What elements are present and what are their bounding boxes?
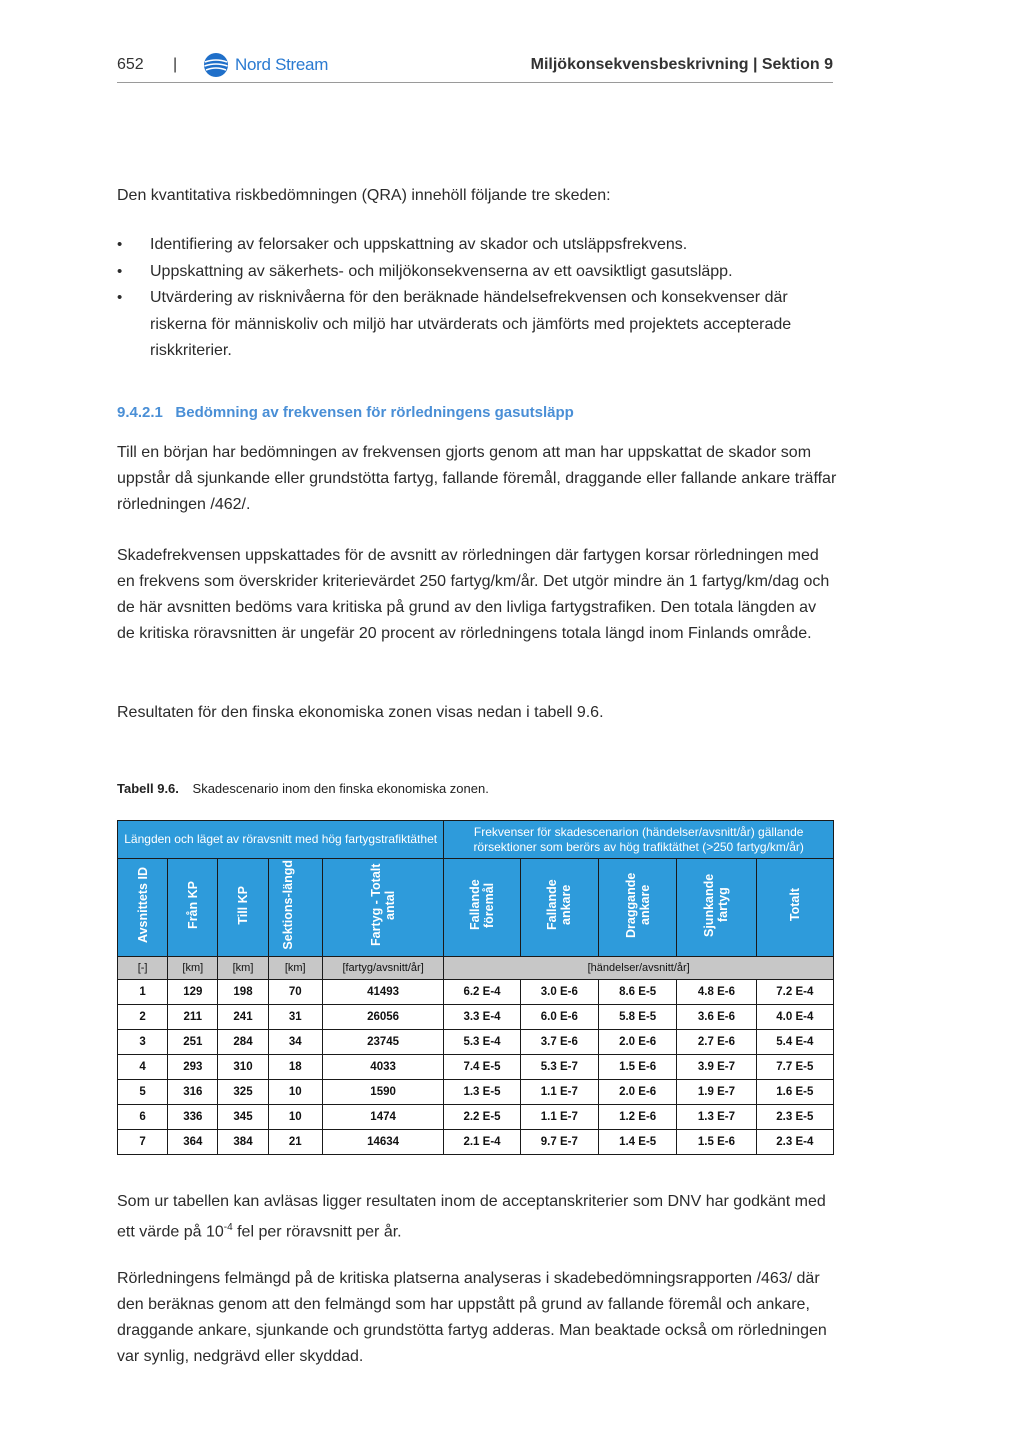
- table-cell: 6.0 E-6: [520, 1005, 598, 1030]
- table-cell: 31: [268, 1005, 322, 1030]
- table-cell: 23745: [322, 1030, 444, 1055]
- table-cell: 3.7 E-6: [520, 1030, 598, 1055]
- table-cell: 251: [168, 1030, 218, 1055]
- table-cell: 1.1 E-7: [520, 1080, 598, 1105]
- table-cell: 1.1 E-7: [520, 1105, 598, 1130]
- table-cell: 8.6 E-5: [598, 980, 676, 1005]
- paragraph-5: Rörledningens felmängd på de kritiska platserna analyseras i skadebedömningsrapporten /463/ där den beräknas genom att den felmängd som har uppstått på grund av fallande föremål och ankare, draggande ankare, sjunkande och grundstötta fartyg adderas. Man beaktade också om rörledningen var synlig, nedgrävd eller skyddad.: [117, 1270, 827, 1365]
- table-cell: 6.2 E-4: [444, 980, 520, 1005]
- bullet-item: • Uppskattning av säkerhets- och miljökonsekvenserna av ett oavsiktligt gasutsläpp.: [117, 259, 842, 286]
- table-caption: [117, 781, 489, 796]
- table-cell: 2.3 E-4: [756, 1130, 833, 1155]
- table-cell: 2.7 E-6: [677, 1030, 756, 1055]
- bullet-item: • Identifiering av felorsaker och uppskattning av skador och utsläppsfrekvens.: [117, 232, 842, 259]
- table-cell: 3.3 E-4: [444, 1005, 520, 1030]
- paragraph-3: Resultaten för den finska ekonomiska zonen visas nedan i tabell 9.6.: [117, 704, 604, 721]
- table-cell: 336: [168, 1105, 218, 1130]
- unit-cell: [fartyg/avsnitt/år]: [322, 957, 444, 980]
- table-cell: 26056: [322, 1005, 444, 1030]
- table-cell: 5.8 E-5: [598, 1005, 676, 1030]
- table-cell: 3.9 E-7: [677, 1055, 756, 1080]
- table-cell: 325: [218, 1080, 268, 1105]
- table-cell: 41493: [322, 980, 444, 1005]
- group-header-left: Längden och läget av röravsnitt med hög fartygstrafiktäthet: [118, 821, 444, 859]
- table-cell: 1.6 E-5: [756, 1080, 833, 1105]
- column-header: Totalt: [756, 859, 833, 957]
- table-cell: 70: [268, 980, 322, 1005]
- table-cell: 5.3 E-4: [444, 1030, 520, 1055]
- table-cell: 384: [218, 1130, 268, 1155]
- table-row: [118, 1005, 834, 1030]
- table-cell: 7: [118, 1130, 168, 1155]
- page-header: [117, 48, 833, 84]
- table-cell: 1.3 E-7: [677, 1105, 756, 1130]
- table-cell: 1.4 E-5: [598, 1130, 676, 1155]
- table-row: [118, 1055, 834, 1080]
- table-cell: 14634: [322, 1130, 444, 1155]
- table-cell: 34: [268, 1030, 322, 1055]
- table-cell: 5: [118, 1080, 168, 1105]
- subsection-title: Bedömning av frekvensen för rörledningens gasutsläpp: [175, 404, 574, 421]
- table-cell: 4.0 E-4: [756, 1005, 833, 1030]
- table-caption-label: Tabell 9.6.: [117, 781, 179, 796]
- table-caption-text: Skadescenario inom den finska ekonomiska zonen.: [192, 781, 489, 796]
- table-cell: 21: [268, 1130, 322, 1155]
- logo-text: Nord Stream: [235, 55, 329, 74]
- section-title: Miljökonsekvensbeskrivning | Sektion 9: [530, 56, 833, 73]
- column-header: Till KP: [218, 859, 268, 957]
- paragraph-2: Skadefrekvensen uppskattades för de avsnitt av rörledningen där fartygen korsar rörledningen med en frekvens som överskrider kriterievärdet 250 fartyg/km/år. Det utgör mindre än 1 fartyg/km/dag och de här avsnitten bedöms vara kritiska på grund av den livliga fartygstrafiken. Den totala längden av de kritiska röravsnitten är ungefär 20 procent av rörledningens totala längd inom Finlands område.: [117, 547, 830, 642]
- unit-cell: [händelser/avsnitt/år]: [444, 957, 834, 980]
- table-cell: 2.0 E-6: [598, 1080, 676, 1105]
- table-cell: 1.5 E-6: [677, 1130, 756, 1155]
- bullet-list: [117, 232, 842, 365]
- column-header: Sektions-längd: [268, 859, 322, 957]
- column-header: Fartyg - Totalt antal: [322, 859, 444, 957]
- table-cell: 7.7 E-5: [756, 1055, 833, 1080]
- table-row: [118, 980, 834, 1005]
- damage-scenario-table: [117, 820, 834, 1155]
- paragraph-4: [117, 1189, 839, 1245]
- table-cell: 4.8 E-6: [677, 980, 756, 1005]
- table-body: [118, 980, 834, 1155]
- table-cell: 316: [168, 1080, 218, 1105]
- unit-cell: [km]: [268, 957, 322, 980]
- table-cell: 1590: [322, 1080, 444, 1105]
- table-cell: 310: [218, 1055, 268, 1080]
- bullet-item: • Utvärdering av risknivåerna för den beräknade händelsefrekvensen och konsekvenser där riskerna för människoliv och miljö har utvärderats och jämförts med projektets accepterade riskkriterier.: [117, 285, 842, 365]
- column-header: Avsnittets ID: [118, 859, 168, 957]
- table-cell: 5.3 E-7: [520, 1055, 598, 1080]
- table-row: [118, 1105, 834, 1130]
- table-cell: 7.2 E-4: [756, 980, 833, 1005]
- header-divider: [117, 82, 833, 83]
- table-cell: 293: [168, 1055, 218, 1080]
- table-cell: 284: [218, 1030, 268, 1055]
- globe-logo-icon: [203, 52, 229, 78]
- table-cell: 10: [268, 1105, 322, 1130]
- group-header-right: Frekvenser för skadescenarion (händelser/avsnitt/år) gällande rörsektioner som berörs av hög trafiktäthet (>250 fartyg/km/år): [444, 821, 834, 859]
- units-row: [118, 957, 834, 980]
- table-cell: 6: [118, 1105, 168, 1130]
- unit-cell: [km]: [168, 957, 218, 980]
- header-separator: |: [173, 56, 178, 73]
- column-header: Fallande ankare: [520, 859, 598, 957]
- column-header: Från KP: [168, 859, 218, 957]
- table-cell: 2: [118, 1005, 168, 1030]
- table-cell: 1: [118, 980, 168, 1005]
- table-cell: 7.4 E-5: [444, 1055, 520, 1080]
- table-cell: 2.2 E-5: [444, 1105, 520, 1130]
- table-cell: 2.0 E-6: [598, 1030, 676, 1055]
- table-cell: 3.6 E-6: [677, 1005, 756, 1030]
- column-header: Sjunkande fartyg: [677, 859, 756, 957]
- table-cell: 18: [268, 1055, 322, 1080]
- column-header: Fallande föremål: [444, 859, 520, 957]
- column-header: Draggande ankare: [598, 859, 676, 957]
- table-cell: 198: [218, 980, 268, 1005]
- table-cell: 1474: [322, 1105, 444, 1130]
- table-row: [118, 1080, 834, 1105]
- table-cell: 3.0 E-6: [520, 980, 598, 1005]
- intro-paragraph: Den kvantitativa riskbedömningen (QRA) innehöll följande tre skeden:: [117, 187, 611, 204]
- table-cell: 9.7 E-7: [520, 1130, 598, 1155]
- table-cell: 1.5 E-6: [598, 1055, 676, 1080]
- table-cell: 4: [118, 1055, 168, 1080]
- table-cell: 3: [118, 1030, 168, 1055]
- unit-cell: [km]: [218, 957, 268, 980]
- table-row: [118, 1130, 834, 1155]
- nord-stream-logo: [203, 52, 328, 78]
- paragraph-4-text: Som ur tabellen kan avläsas ligger resultaten inom de acceptanskriterier som DNV har godkänt med ett värde på $10^{-4}$ fel per röravsnitt per år.: [117, 1193, 826, 1241]
- table-cell: 5.4 E-4: [756, 1030, 833, 1055]
- table-cell: 2.1 E-4: [444, 1130, 520, 1155]
- table-cell: 345: [218, 1105, 268, 1130]
- page-number: 652: [117, 56, 144, 73]
- table-row: [118, 1030, 834, 1055]
- table-cell: 1.9 E-7: [677, 1080, 756, 1105]
- table-cell: 364: [168, 1130, 218, 1155]
- table-cell: 211: [168, 1005, 218, 1030]
- unit-cell: [-]: [118, 957, 168, 980]
- subsection-heading: [117, 404, 574, 421]
- table-cell: 2.3 E-5: [756, 1105, 833, 1130]
- table-cell: 1.2 E-6: [598, 1105, 676, 1130]
- subsection-number: 9.4.2.1: [117, 404, 163, 421]
- table-cell: 4033: [322, 1055, 444, 1080]
- paragraph-1: Till en början har bedömningen av frekvensen gjorts genom att man har uppskattat de skador som uppstår då sjunkande eller grundstötta fartyg, fallande föremål, draggande eller fallande ankare träffar rörledningen /462/.: [117, 444, 837, 513]
- table-cell: 129: [168, 980, 218, 1005]
- table-cell: 10: [268, 1080, 322, 1105]
- table-cell: 241: [218, 1005, 268, 1030]
- table-cell: 1.3 E-5: [444, 1080, 520, 1105]
